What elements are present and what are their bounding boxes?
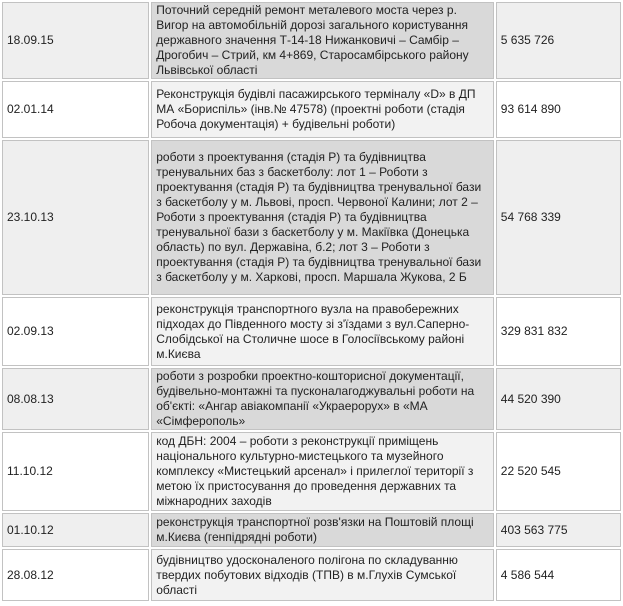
table-row — [2, 432, 621, 511]
date-cell: 28.08.12 — [2, 549, 149, 601]
amount-cell: 5 635 726 — [496, 2, 621, 79]
table-row — [2, 297, 621, 366]
date-cell: 23.10.13 — [2, 140, 149, 295]
description-cell: Реконструкція будівлі пасажирського терміналу «D» в ДП МА «Бориспіль» (інв.№ 47578) (проектні роботи (стадія Робоча документація) + будівельні роботи) — [151, 81, 494, 138]
date-cell: 08.08.13 — [2, 368, 149, 430]
description-cell: будівництво удосконаленого полігона по складуванню твердих побутових відходів (ТПВ) в м.Глухів Сумської області — [151, 549, 494, 601]
amount-cell: 403 563 775 — [496, 513, 621, 547]
amount-cell: 93 614 890 — [496, 81, 621, 138]
table-row — [2, 368, 621, 430]
description-cell: код ДБН: 2004 – роботи з реконструкції приміщень національного культурно-мистецького та музейного комплексу «Мистецький арсенал» і прилеглої території з метою їх пристосування до проведення державних та міжнародних заходів — [151, 432, 494, 511]
table-row — [2, 140, 621, 295]
amount-cell: 54 768 339 — [496, 140, 621, 295]
amount-cell: 44 520 390 — [496, 368, 621, 430]
description-cell: роботи з розробки проектно-кошторисної документації, будівельно-монтажні та пусконалагоджувальні роботи на об'єкті: «Ангар авіакомпанії «Украерорух» в «МА «Сімферополь» — [151, 368, 494, 430]
description-cell: роботи з проектування (стадія Р) та будівництва тренувальних баз з баскетболу: лот 1 – Роботи з проектування (стадія Р) та будівництва тренувальної бази з баскетболу у м. Львові, просп. Червоної Калини; лот 2 – Роботи з проектування (стадія Р) та будівництва тренувальної бази з баскетболу у м. Макіївка (Донецька область) по вул. Державіна, б.2; лот 3 – Роботи з проектування (стадія Р) та будівництва тренувальної бази з баскетболу у м. Харкові, просп. Маршала Жукова, 2 Б — [151, 140, 494, 295]
date-cell: 18.09.15 — [2, 2, 149, 79]
description-cell: реконструкція транспортної розв'язки на Поштовій площі м.Києва (генпідрядні роботи) — [151, 513, 494, 547]
table-row — [2, 549, 621, 601]
description-cell: Поточний середній ремонт металевого моста через р. Вигор на автомобільній дорозі загального користування державного значення Т-14-18 Нижанковичі – Самбір – Дрогобич – Стрий, км 4+869, Старосамбірського району Львівської області — [151, 2, 494, 79]
table-row — [2, 2, 621, 79]
amount-cell: 329 831 832 — [496, 297, 621, 366]
date-cell: 02.09.13 — [2, 297, 149, 366]
date-cell: 11.10.12 — [2, 432, 149, 511]
table-row — [2, 81, 621, 138]
table-row — [2, 513, 621, 547]
amount-cell: 4 586 544 — [496, 549, 621, 601]
date-cell: 01.10.12 — [2, 513, 149, 547]
description-cell: реконструкція транспортного вузла на правобережних підходах до Південного мосту зі з'їздами з вул.Саперно-Слобідської на Столичне шосе в Голосіївському районі м.Києва — [151, 297, 494, 366]
amount-cell: 22 520 545 — [496, 432, 621, 511]
date-cell: 02.01.14 — [2, 81, 149, 138]
